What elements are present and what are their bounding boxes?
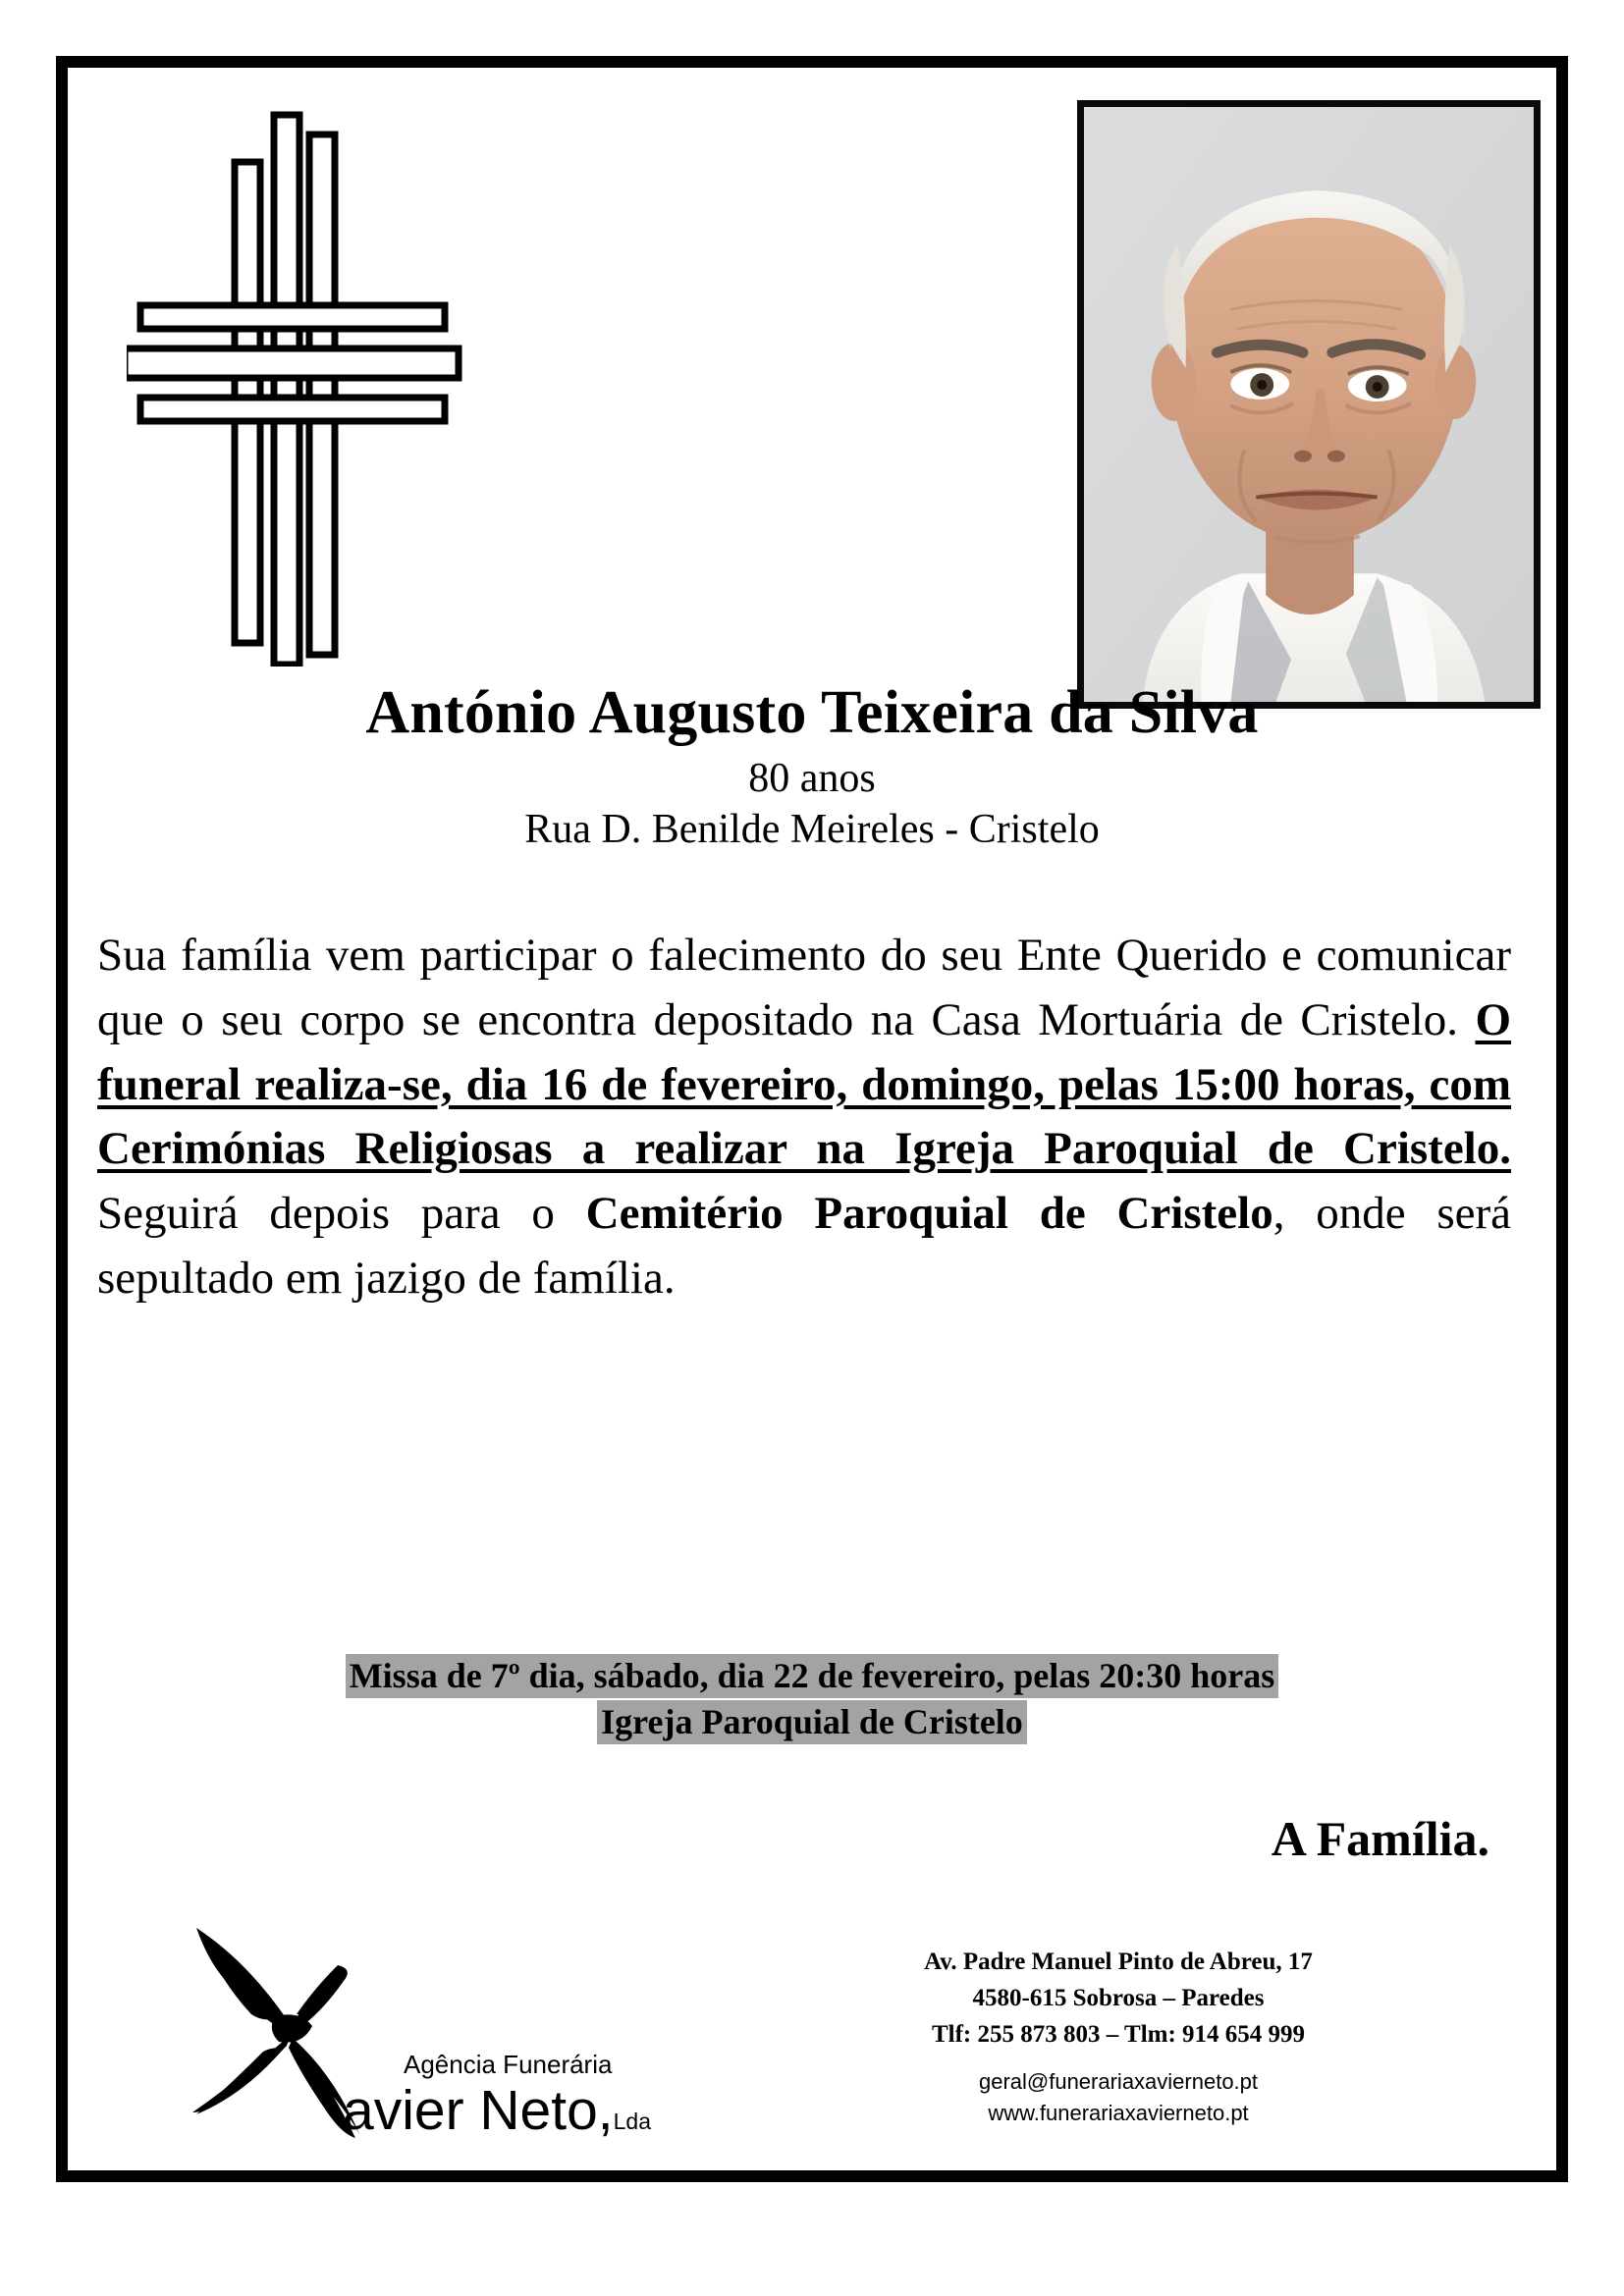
deceased-age: 80 anos: [748, 756, 876, 801]
seventh-day-mass-block: [68, 1653, 1556, 1745]
agency-email[interactable]: geral@funerariaxavierneto.pt: [978, 2069, 1259, 2095]
mass-line-1: Missa de 7º dia, sábado, dia 22 de fevereiro, pelas 20:30 horas: [346, 1654, 1279, 1698]
notice-intro: Sua família vem participar o falecimento do seu Ente Querido e comunicar que o seu corpo se encontra depositado na Casa Mortuária de Cristelo.: [97, 930, 1511, 1045]
christian-cross-icon: [127, 97, 490, 667]
agency-website[interactable]: www.funerariaxavierneto.pt: [988, 2101, 1249, 2126]
deceased-portrait: [1077, 100, 1541, 709]
mass-line-2-wrap: [68, 1699, 1556, 1745]
deceased-name: António Augusto Teixeira da Silva: [365, 679, 1259, 746]
agency-legal-form: Lda: [613, 2109, 652, 2134]
notice-border-frame: [56, 56, 1568, 2182]
family-signature: A Família.: [1271, 1811, 1489, 1866]
agency-address-line-1: Av. Padre Manuel Pinto de Abreu, 17: [924, 1949, 1313, 1976]
notice-body-text: [97, 924, 1511, 1311]
agency-brand-text: avier Neto: [343, 2079, 598, 2142]
contact-spacer: [814, 2053, 1423, 2066]
notice-middle: Seguirá depois para o: [97, 1188, 586, 1240]
agency-address-line-2: 4580-615 Sobrosa – Paredes: [972, 1985, 1265, 2012]
agency-wordmark: [343, 2050, 706, 2142]
footer: [68, 1886, 1556, 2151]
agency-phone-line: Tlf: 255 873 803 – Tlm: 914 654 999: [931, 2021, 1306, 2049]
agency-logo: [190, 1917, 701, 2143]
notice-content: [68, 68, 1556, 2170]
agency-brand-name: [343, 2079, 706, 2142]
agency-brand-suffix: ,: [597, 2079, 614, 2142]
agency-subtitle: Agência Funerária: [404, 2050, 613, 2079]
mass-line-2: Igreja Paroquial de Cristelo: [597, 1700, 1027, 1744]
notice-closing: , onde será sepultado em jazigo de família.: [97, 1188, 1512, 1304]
deceased-address: Rua D. Benilde Meireles - Cristelo: [524, 807, 1100, 852]
notice-cemetery: Cemitério Paroquial de Cristelo: [585, 1188, 1273, 1240]
mass-line-1-wrap: [68, 1653, 1556, 1699]
notice-funeral-emphasis: O funeral realiza-se, dia 16 de fevereiro, domingo, pelas 15:00 horas, com Cerimónias Religiosas a realizar na Igreja Paroquial de Cristelo.: [97, 993, 1511, 1175]
agency-contact-block: [814, 1944, 1423, 2129]
